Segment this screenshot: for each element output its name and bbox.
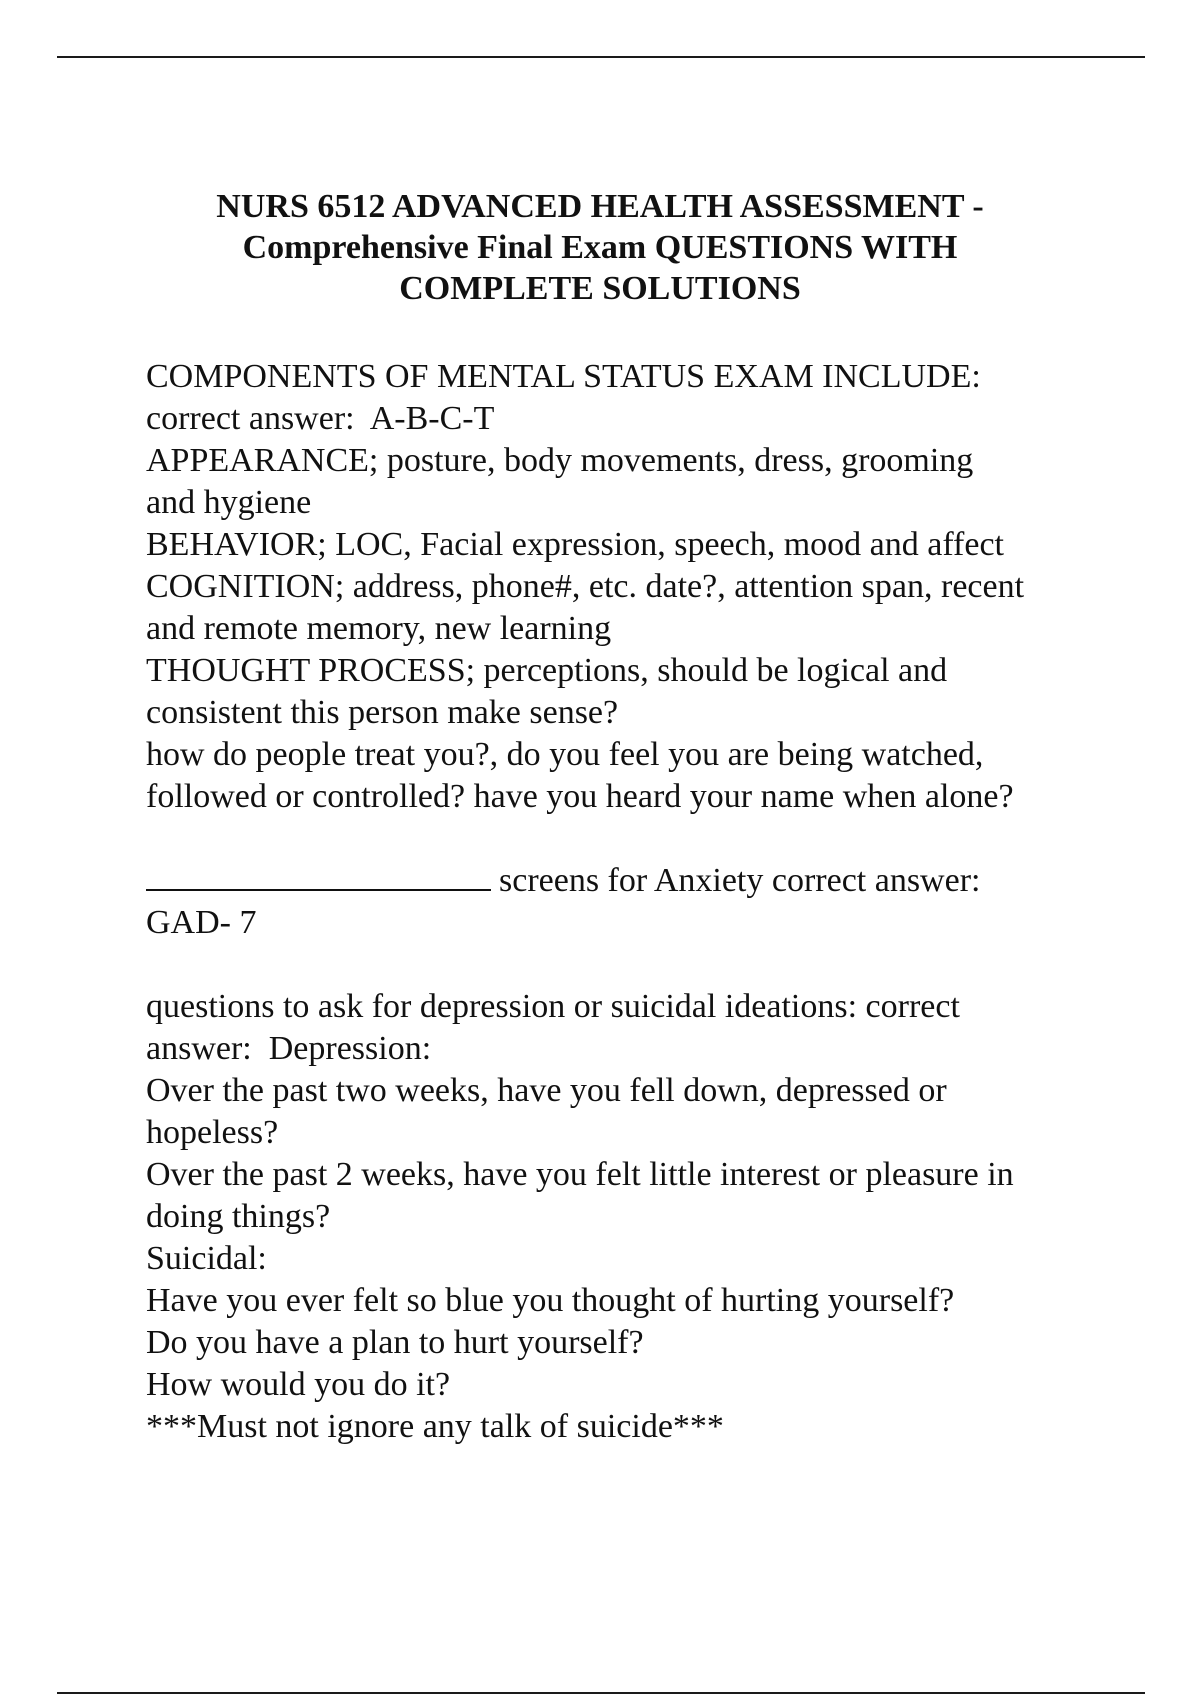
title-line: COMPLETE SOLUTIONS (399, 270, 801, 307)
fill-in-blank (146, 861, 491, 891)
answer-line: Have you ever felt so blue you thought of hurting yourself? (146, 1282, 955, 1319)
question-line: questions to ask for depression or suicidal ideations: correct (146, 988, 960, 1025)
answer-line: APPEARANCE; posture, body movements, dress, grooming (146, 442, 974, 479)
answer-line: and remote memory, new learning (146, 610, 612, 647)
question-line (146, 860, 1146, 902)
header-rule (57, 56, 1145, 58)
document-title (100, 186, 1100, 309)
answer-line: How would you do it? (146, 1366, 451, 1403)
answer-line: and hygiene (146, 484, 312, 521)
answer-line: ***Must not ignore any talk of suicide*** (146, 1408, 724, 1445)
question-anxiety (146, 860, 1146, 944)
answer-line: how do people treat you?, do you feel you are being watched, (146, 736, 984, 773)
spacer (146, 818, 1146, 860)
answer-line: Over the past two weeks, have you fell down, depressed or (146, 1072, 947, 1109)
question-mental-status (146, 356, 1146, 818)
answer-line: consistent this person make sense? (146, 694, 619, 731)
answer-line: Suicidal: (146, 1240, 267, 1277)
answer-line: GAD- 7 (146, 904, 257, 941)
title-line: NURS 6512 ADVANCED HEALTH ASSESSMENT - (216, 188, 984, 225)
title-line: Comprehensive Final Exam QUESTIONS WITH (242, 229, 958, 266)
document-body (146, 356, 1146, 1448)
spacer (146, 944, 1146, 986)
footer-rule (57, 1692, 1145, 1694)
answer-line: hopeless? (146, 1114, 279, 1151)
answer-line: correct answer: A-B-C-T (146, 400, 495, 437)
answer-line: BEHAVIOR; LOC, Facial expression, speech, mood and affect (146, 526, 1005, 563)
answer-line: answer: Depression: (146, 1030, 432, 1067)
question-text: screens for Anxiety correct answer: (499, 862, 981, 899)
answer-line: doing things? (146, 1198, 331, 1235)
answer-line: COGNITION; address, phone#, etc. date?, attention span, recent (146, 568, 1025, 605)
answer-line: followed or controlled? have you heard your name when alone? (146, 778, 1014, 815)
question-depression-suicide (146, 986, 1146, 1448)
question-line: COMPONENTS OF MENTAL STATUS EXAM INCLUDE: (146, 358, 981, 395)
answer-line: Do you have a plan to hurt yourself? (146, 1324, 644, 1361)
answer-line: THOUGHT PROCESS; perceptions, should be logical and (146, 652, 948, 689)
answer-line: Over the past 2 weeks, have you felt little interest or pleasure in (146, 1156, 1014, 1193)
